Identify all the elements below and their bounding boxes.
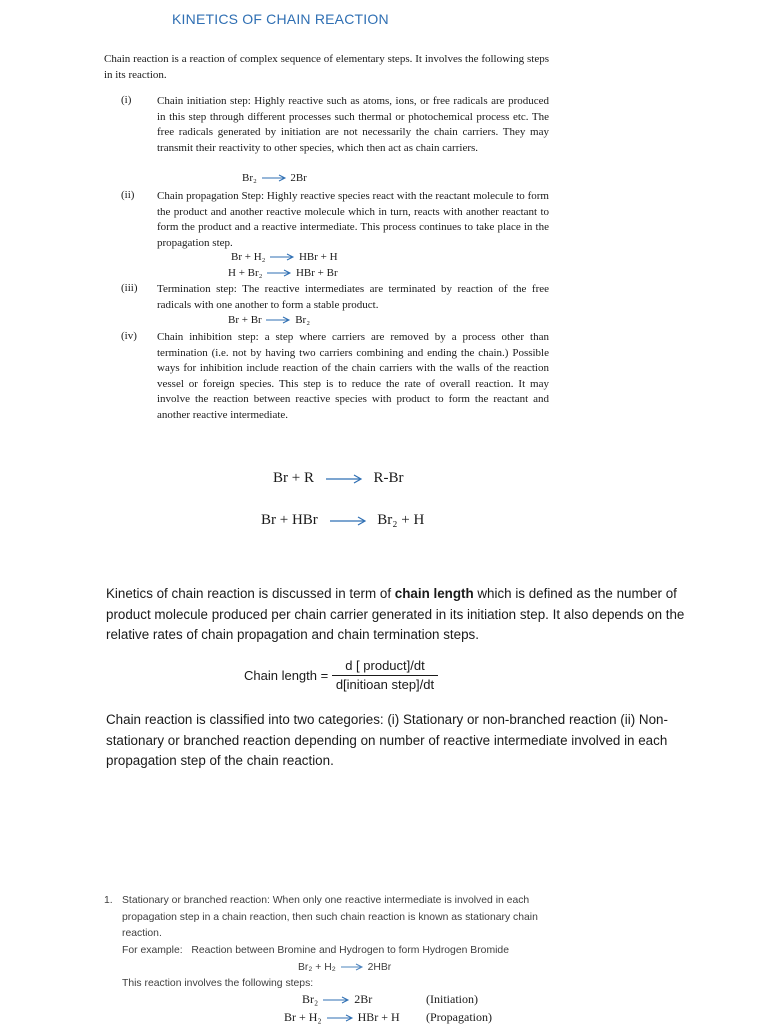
equation-inhibition-1	[273, 470, 403, 487]
equation-rhs: Br₂	[295, 314, 311, 326]
fraction-denominator: d[initioan step]/dt	[335, 677, 435, 692]
fraction-numerator: d [ product]/dt	[332, 657, 438, 676]
stationary-step-propagation	[284, 1010, 400, 1025]
equation-rhs: HBr + H	[357, 1010, 400, 1024]
example-label: For example:	[122, 945, 183, 956]
reaction-arrow-icon	[339, 963, 365, 971]
equation-rhs: Br₂ + H	[377, 512, 425, 528]
equation-termination	[228, 314, 310, 326]
chain-length-formula	[244, 657, 438, 694]
step-number: (iii)	[121, 282, 138, 294]
section-number: 1.	[104, 895, 113, 906]
overall-equation	[298, 960, 391, 977]
equation-lhs: Br + R	[273, 470, 314, 486]
equation-lhs: Br₂	[242, 172, 257, 184]
stationary-definition: Stationary or branched reaction: When only one reactive intermediate is involved in each propagation step in a chain reaction, then such chain reaction is known as stationary chain reaction.	[122, 895, 538, 939]
example-line	[122, 943, 509, 960]
reaction-arrow-icon	[328, 516, 368, 526]
equation-inhibition-2	[261, 512, 424, 529]
equation-lhs: Br₂ + H₂	[298, 962, 336, 973]
classification-paragraph: Chain reaction is classified into two categories: (i) Stationary or non-branched reaction (ii) Non-stationary or branched reaction depending on number of reactive intermediate involved in each propagation step of the chain reaction.	[106, 712, 668, 768]
step-text: Chain initiation step: Highly reactive such as atoms, ions, or free radicals are produced in this step through different processes such thermal or photochemical process etc. The free radicals generated by initiation are not necessarily the chain carriers. They may transmit their reactivity to other species, which then act as chain carriers.	[157, 95, 549, 154]
step-tag-initiation: (Initiation)	[426, 992, 478, 1006]
equation-rhs: HBr + Br	[295, 267, 338, 279]
equation-rhs: R-Br	[373, 470, 404, 486]
reaction-arrow-icon	[265, 269, 293, 277]
chain-length-label: Chain length =	[244, 668, 329, 683]
steps-intro: This reaction involves the following steps:	[122, 978, 314, 989]
equation-initiation	[242, 172, 307, 184]
step-text: Chain propagation Step: Highly reactive species react with the reactant molecule to form the product and another reactive molecule which in turn, reacts with another reactant to form the product and a reactive intermediate. This process continues to take place in the propagation step.	[157, 190, 549, 249]
equation-lhs: Br + H₂	[284, 1010, 322, 1024]
reaction-arrow-icon	[324, 474, 364, 484]
kinetics-text-start: Kinetics of chain reaction is discussed in term of	[106, 586, 395, 601]
equation-propagation-2	[228, 267, 338, 279]
example-text: Reaction between Bromine and Hydrogen to form Hydrogen Bromide	[191, 945, 509, 956]
step-number: (i)	[121, 94, 132, 106]
equation-rhs: 2HBr	[367, 962, 392, 973]
reaction-arrow-icon	[260, 174, 288, 182]
kinetics-paragraph	[106, 584, 706, 646]
equation-lhs: H + Br₂	[228, 267, 263, 279]
page-title: KINETICS OF CHAIN REACTION	[172, 11, 389, 27]
kinetics-text-end: which is defined as the number of product molecule produced per chain carrier generated in its initiation step. It also depends on the relative rates of chain propagation and chain termination steps.	[106, 586, 685, 642]
chain-length-fraction	[332, 657, 438, 694]
stationary-step-initiation	[302, 992, 372, 1007]
equation-lhs: Br₂	[302, 992, 319, 1006]
reaction-arrow-icon	[268, 253, 296, 261]
reaction-arrow-icon	[325, 1014, 355, 1022]
step-text: Termination step: The reactive intermediates are terminated by reaction of the free radicals with one another to form a stable product.	[157, 283, 549, 311]
step-tag-propagation: (Propagation)	[426, 1010, 492, 1024]
equation-propagation-1	[231, 251, 338, 263]
equation-rhs: 2Br	[354, 992, 373, 1006]
step-number: (iv)	[121, 330, 137, 342]
equation-rhs: 2Br	[290, 172, 307, 184]
reaction-arrow-icon	[321, 996, 351, 1004]
intro-paragraph: Chain reaction is a reaction of complex sequence of elementary steps. It involves the following steps in its reaction.	[104, 53, 549, 81]
chain-length-term: chain length	[394, 586, 474, 601]
step-number: (ii)	[121, 189, 135, 201]
equation-lhs: Br + HBr	[261, 512, 318, 528]
equation-lhs: Br + H₂	[231, 251, 266, 263]
step-text: Chain inhibition step: a step where carriers are removed by a process other than termination (i.e. not by having two carriers combining and ending the chain.) Possible ways for inhibition include reaction of the chain carriers with the walls of the reaction vessel or foreign species. This step is to reduce the rate of overall reaction. It may involve the reaction between reactive species with product to form the reactant and another reactive intermediate.	[157, 331, 549, 421]
reaction-arrow-icon	[264, 316, 292, 324]
equation-lhs: Br + Br	[228, 314, 262, 326]
equation-rhs: HBr + H	[298, 251, 338, 263]
